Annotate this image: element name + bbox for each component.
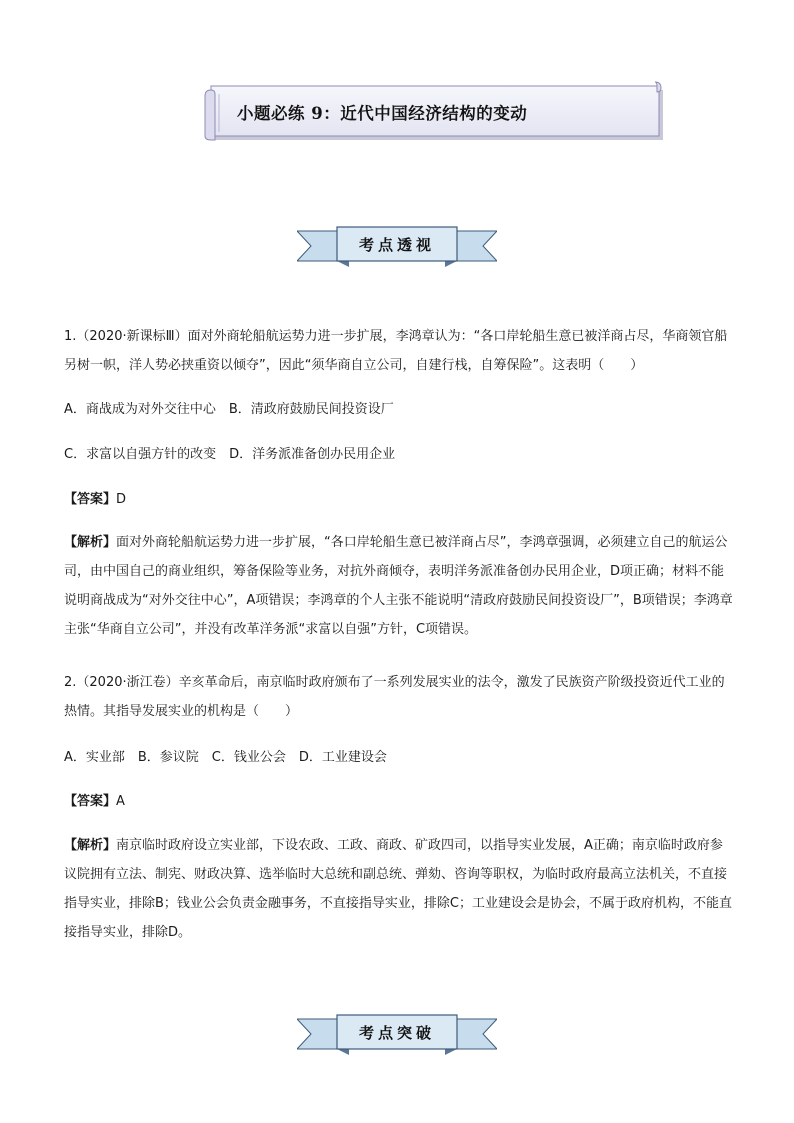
section-ribbon-1 bbox=[297, 225, 497, 267]
question-2-stem: 2.（2020·浙江卷）辛亥革命后，南京临时政府颁布了一系列发展实业的法令，激发了民族资产阶级投资近代工业的热情。其指导发展实业的机构是（ ） bbox=[64, 675, 725, 719]
answer-value: A bbox=[116, 794, 125, 809]
answer-value: D bbox=[116, 492, 127, 507]
question-1-options-row-1: A．商战成为对外交往中心 B．清政府鼓励民间投资设厂 bbox=[64, 402, 394, 417]
analysis-text: 面对外商轮船航运势力进一步扩展，“各口岸轮船生意已被洋商占尽”，李鸿章强调，必须建立自己的航运公司，由中国自己的商业组织，筹备保险等业务，对抗外商倾夺，表明洋务派准备创办民用企业，D项正确；材料不能说明商战成为“对外交往中心”，A项错误；李鸿章的个人主张不能说明“清政府鼓励民间投资设厂”，B项错误；李鸿章主张“华商自立公司”，并没有改革洋务派“求富以自强”方针，C项错误。 bbox=[64, 535, 733, 637]
question-1-stem: 1.（2020·新课标Ⅲ）面对外商轮船航运势力进一步扩展，李鸿章认为：“各口岸轮船生意已被洋商占尽，华商领官船另树一帜，洋人势必挟重资以倾夺”，因此“须华商自立公司，自建行栈，自筹保险”。这表明（ ） bbox=[64, 329, 728, 373]
page-title: 小题必练 9：近代中国经济结构的变动 bbox=[237, 104, 528, 123]
answer-label: 【答案】 bbox=[64, 492, 117, 507]
question-1-answer bbox=[64, 490, 126, 510]
question-2-analysis bbox=[64, 831, 734, 947]
question-2-options: A．实业部 B．参议院 C．钱业公会 D．工业建设会 bbox=[64, 750, 387, 765]
analysis-label: 【解析】 bbox=[64, 535, 117, 550]
analysis-text: 南京临时政府设立实业部，下设农政、工政、商政、矿政四司，以指导实业发展，A正确；南京临时政府参议院拥有立法、制宪、财政决算、选举临时大总统和副总统、弹劾、咨询等职权，为临时政府最高立法机关，不直接指导实业，排除B；钱业公会负责金融事务，不直接指导实业，排除C；工业建设会是协会，不属于政府机构，不能直接指导实业，排除D。 bbox=[64, 838, 732, 940]
question-1-options-row-2: C．求富以自强方针的改变 D．洋务派准备创办民用企业 bbox=[64, 447, 396, 462]
answer-label: 【答案】 bbox=[64, 794, 117, 809]
title-banner bbox=[203, 80, 667, 142]
section-ribbon-2 bbox=[297, 1013, 497, 1055]
section-label-1: 考点透视 bbox=[358, 236, 435, 254]
question-2-answer bbox=[64, 792, 125, 812]
analysis-label: 【解析】 bbox=[64, 838, 117, 853]
question-1-analysis bbox=[64, 528, 734, 644]
section-label-2: 考点突破 bbox=[358, 1024, 435, 1042]
